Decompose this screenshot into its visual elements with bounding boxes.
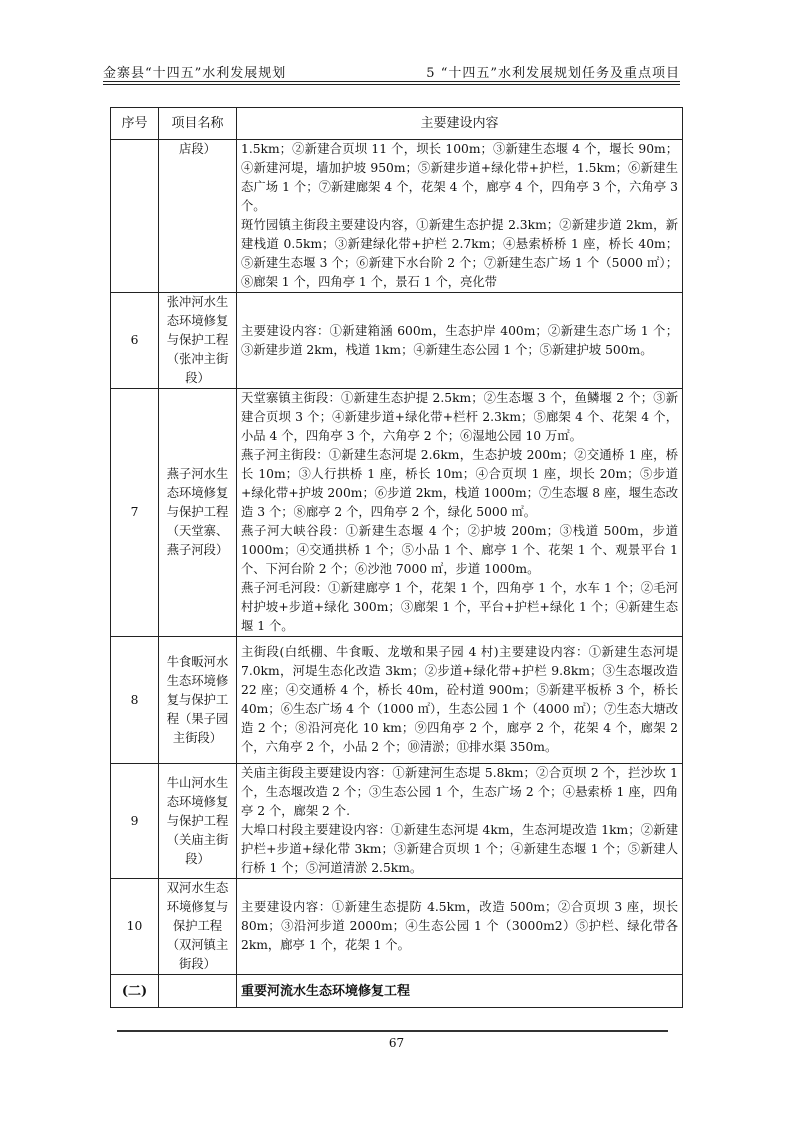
page-number: 67	[388, 1036, 405, 1050]
row-content	[237, 140, 683, 293]
row-project-name: 燕子河水生态环境修复与保护工程（天堂寨、燕子河段）	[159, 389, 237, 637]
row-project-name: 张冲河水生态环境修复与保护工程（张冲主街段）	[159, 293, 237, 389]
header-rule-thin	[103, 84, 680, 85]
project-table	[110, 107, 683, 1008]
row-number: 9	[111, 764, 159, 879]
section-title: 重要河流水生态环境修复工程	[237, 975, 683, 1008]
row-project-name: 双河水生态环境修复与保护工程（双河镇主街段）	[159, 879, 237, 975]
content-paragraph: 主要建设内容：①新建箱涵 600m，生态护岸 400m；②新建生态广场 1 个；③新建步道 2km，栈道 1km；④新建生态公园 1 个；⑤新建护坡 500m。	[241, 323, 678, 357]
section-name	[159, 975, 237, 1008]
row-project-name: 牛食畈河水生态环境修复与保护工程（果子园主街段）	[159, 637, 237, 764]
content-paragraph: 1.5km；②新建合页坝 11 个，坝长 100m；③新建生态堰 4 个，堰长 90m；④新建河堤，墙加护坡 950m；⑤新建步道+绿化带+护栏，1.5km；⑥新建生态广场 1 个；⑦新建廊架 4 个，花架 4 个，廊亭 4 个，四角亭 3 个，六角亭 3 个。	[241, 142, 678, 213]
row-content	[237, 293, 683, 389]
content-paragraph: 大埠口村段主要建设内容：①新建生态河堤 4km，生态河堤改造 1km；②新建护栏+步道+绿化带 3km；③新建合页坝 1 个；④新建生态堰 1 个；⑤新建人行桥 1 个；⑤河道清淤 2.5km。	[241, 823, 678, 875]
row-project-name: 牛山河水生态环境修复与保护工程（关庙主街段）	[159, 764, 237, 879]
content-paragraph: 燕子河大峡谷段：①新建生态堰 4 个；②护坡 200m；③栈道 500m，步道 1000m；④交通拱桥 1 个；⑤小品 1 个、廊亭 1 个、花架 1 个、观景平台 1 个、下河台阶 2 个；⑥沙池 7000 ㎡，步道 1000m。	[241, 524, 678, 576]
row-content	[237, 637, 683, 764]
table-row	[111, 764, 683, 879]
content-paragraph: 关庙主街段主要建设内容：①新建河生态堤 5.8km；②合页坝 2 个，拦沙坎 1 个，生态堰改造 2 个；③生态公园 1 个，生态广场 2 个；④悬索桥 1 座，四角亭 2 个，廊架 2 个.	[241, 766, 678, 818]
row-number: 6	[111, 293, 159, 389]
content-paragraph: 燕子河毛河段：①新建廊亭 1 个，花架 1 个，四角亭 1 个，水车 1 个；②毛河村护坡+步道+绿化 300m；③廊架 1 个，平台+护栏+绿化 1 个；④新建生态堰 1 个。	[241, 581, 678, 633]
table-row	[111, 879, 683, 975]
header-chapter-title: 5 “十四五”水利发展规划任务及重点项目	[426, 66, 680, 81]
row-content	[237, 764, 683, 879]
header-rule	[103, 81, 680, 82]
table-header-row	[111, 108, 683, 140]
row-project-name: 店段）	[159, 140, 237, 293]
content-paragraph: 主街段(白纸棚、牛食畈、龙墩和果子园 4 村)主要建设内容：①新建生态河堤 7.0km，河堤生态化改造 3km；②步道+绿化带+护栏 9.8km；③生态堰改造 22 座；④交通桥 4 个，桥长 40m，砼村道 900m；⑤新建平板桥 3 个，桥长 40m；⑥生态广场 4 个（1000 ㎡），生态公园 1 个（4000 ㎡）；⑦生态大塘改造 2 个；⑧沿河亮化 10 km；⑨四角亭 2 个，廊亭 2 个，花架 4 个，廊架 2 个，六角亭 2 个，小品 2 个；⑩清淤；⑪排水渠 350m。	[241, 645, 678, 754]
content-paragraph: 主要建设内容：①新建生态提防 4.5km，改造 500m；②合页坝 3 座，坝长 80m；③沿河步道 2000m；④生态公园 1 个（3000m2）⑤护栏、绿化带各 2km，廊亭 1 个，花架 1 个。	[241, 900, 678, 952]
footer-rule	[117, 1030, 668, 1032]
row-number: 7	[111, 389, 159, 637]
content-paragraph: 燕子河主街段：①新建生态河堤 2.6km，生态护坡 200m；②交通桥 1 座，桥长 10m；③人行拱桥 1 座，桥长 10m；④合页坝 1 座，坝长 20m；⑤步道+绿化带+护坡 200m；⑥步道 2km，栈道 1000m；⑦生态堰 8 座，堰生态改造 3 个；⑧廊亭 2 个，四角亭 2 个，绿化 5000 ㎡。	[241, 448, 678, 519]
row-content	[237, 879, 683, 975]
section-number: (二)	[111, 975, 159, 1008]
content-paragraph: 天堂寨镇主街段：①新建生态护提 2.5km；②生态堰 3 个，鱼鳞堰 2 个；③新建合页坝 3 个；④新建步道+绿化带+栏杆 2.3km；⑤廊架 4 个、花架 4 个，小品 4 个，四角亭 3 个，六角亭 2 个；⑥湿地公园 10 万㎡。	[241, 391, 678, 443]
section-row	[111, 975, 683, 1008]
content-paragraph: 斑竹园镇主街段主要建设内容，①新建生态护提 2.3km；②新建步道 2km，新建栈道 0.5km；③新建绿化带+护栏 2.7km；④悬索桥桥 1 座，桥长 40m；⑤新建生态堰 3 个；⑥新建下水台阶 2 个；⑦新建生态广场 1 个（5000 ㎡）；⑧廊架 1 个，四角亭 1 个，景石 1 个，亮化带	[241, 218, 678, 289]
row-number: 10	[111, 879, 159, 975]
table-row	[111, 637, 683, 764]
table-row	[111, 293, 683, 389]
table-row	[111, 140, 683, 293]
table-row	[111, 389, 683, 637]
row-number	[111, 140, 159, 293]
header-col-content: 主要建设内容	[237, 108, 683, 140]
header-col-number: 序号	[111, 108, 159, 140]
row-number: 8	[111, 637, 159, 764]
row-content	[237, 389, 683, 637]
header-document-title: 金寨县“十四五”水利发展规划	[103, 66, 287, 81]
header-col-project-name: 项目名称	[159, 108, 237, 140]
